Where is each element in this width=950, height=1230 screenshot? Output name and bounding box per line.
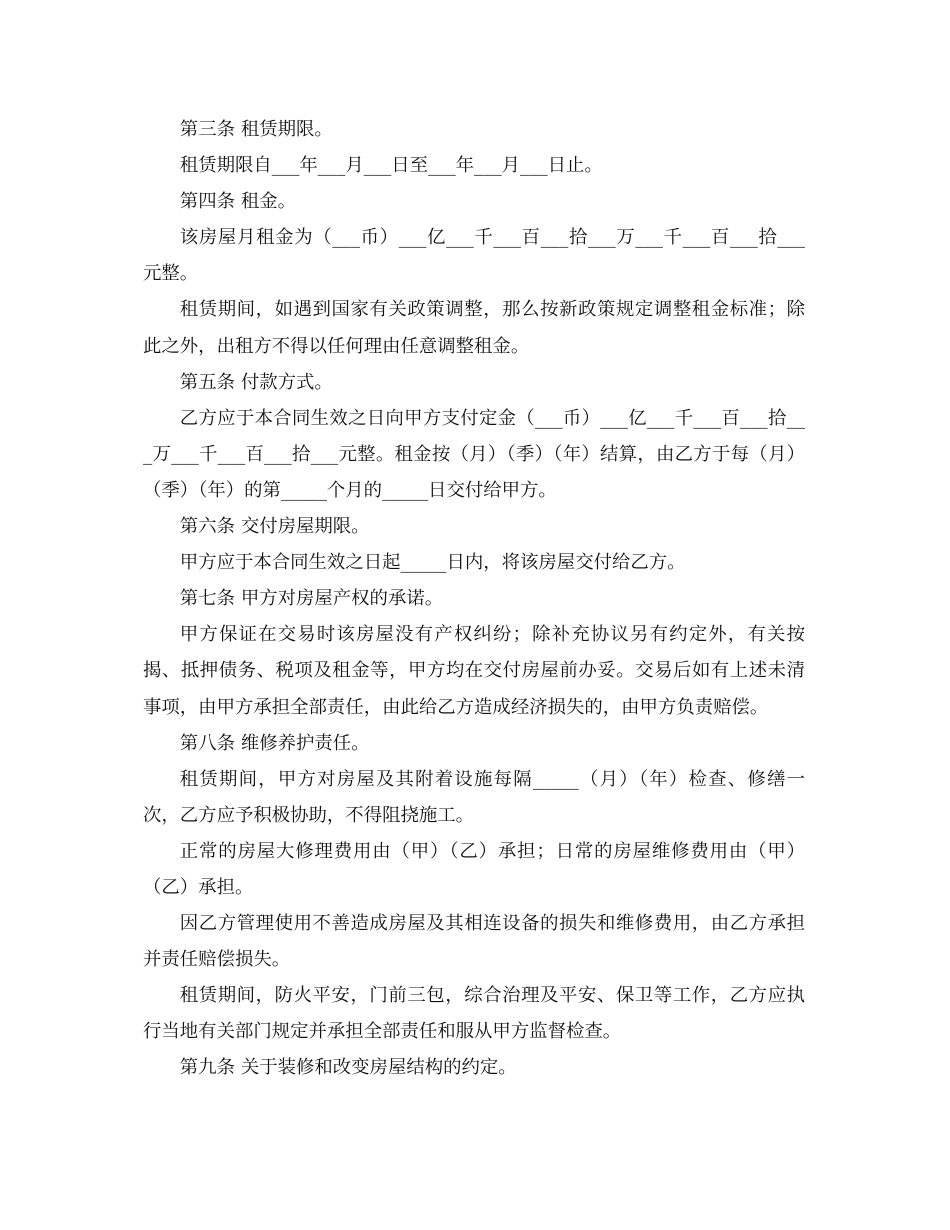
damage-liability-text: 因乙方管理使用不善造成房屋及其相连设备的损失和维修费用，由乙方承担并责任赔偿损失。 [143, 913, 805, 971]
clause-heading: 第五条 付款方式。 [179, 371, 333, 393]
clause-heading: 第三条 租赁期限。 [179, 119, 333, 140]
handover-term-text: 甲方应于本合同生效之日起_____日内，将该房屋交付给乙方。 [179, 552, 686, 574]
property-rights-text: 甲方保证在交易时该房屋没有产权纠纷；除补充协议另有约定外，有关按揭、抵押债务、税项及租金等，甲方均在交付房屋前办妥。交易后如有上述未清事项，由甲方承担全部责任，由此给乙方造成经济损失的，由甲方负责赔偿。 [143, 624, 805, 718]
payment-method-text: 乙方应于本合同生效之日向甲方支付定金（___币）___亿___千___百___拾___万___千___百___拾___元整。租金按（月）（季）（年）结算，由乙方于每（月）（季）（年）的第_____个月的_____日交付给甲方。 [143, 407, 805, 501]
monthly-rent-text: 该房屋月租金为（___币）___亿___千___百___拾___万___千___百___拾___元整。 [143, 227, 805, 285]
clause-heading: 第七条 甲方对房屋产权的承诺。 [179, 588, 444, 610]
rent-adjustment-text: 租赁期间，如遇到国家有关政策调整，那么按新政策规定调整租金标准；除此之外，出租方不得以任何理由任意调整租金。 [143, 299, 805, 357]
document-body [143, 112, 805, 1087]
clause-heading: 第八条 维修养护责任。 [179, 732, 370, 754]
clause-heading: 第六条 交付房屋期限。 [179, 516, 370, 538]
clause-heading: 第九条 关于装修和改变房屋结构的约定。 [179, 1057, 517, 1079]
safety-duties-text: 租赁期间，防火平安，门前三包，综合治理及平安、保卫等工作，乙方应执行当地有关部门规定并承担全部责任和服从甲方监督检查。 [143, 985, 805, 1043]
clause-heading: 第四条 租金。 [179, 191, 296, 213]
repair-cost-text: 正常的房屋大修理费用由（甲）（乙）承担；日常的房屋维修费用由（甲）（乙）承担。 [143, 840, 805, 898]
inspection-text: 租赁期间，甲方对房屋及其附着设施每隔_____（月）（年）检查、修缮一次，乙方应予积极协助，不得阻挠施工。 [143, 768, 805, 826]
lease-term-text: 租赁期限自___年___月___日至___年___月___日止。 [179, 155, 603, 177]
